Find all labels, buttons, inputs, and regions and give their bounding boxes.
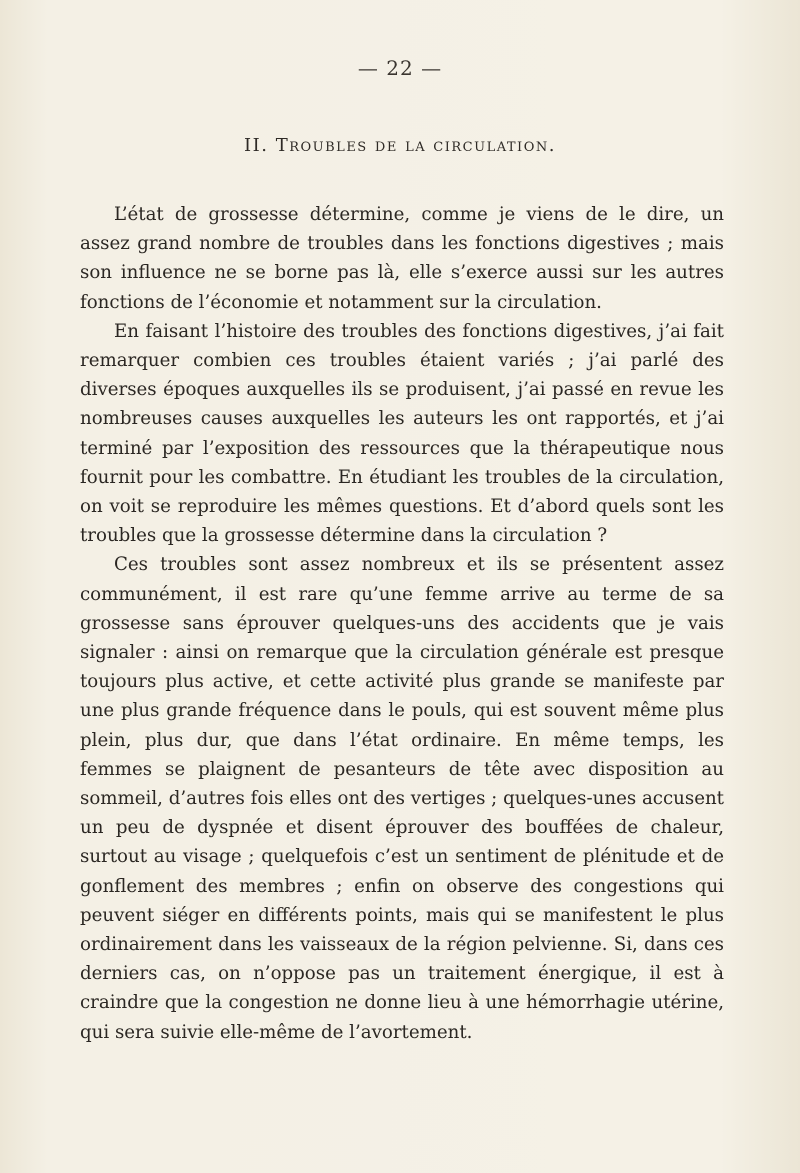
page-number: — 22 — <box>357 56 443 80</box>
paragraph-1: L’état de grossesse détermine, comme je viens de le dire, un assez grand nombre de troubles dans les fonctions digestives ; mais son influence ne se borne pas là, elle s’exerce aussi sur les autres fonctions de l’économie et notamment sur la circulation. <box>80 204 724 313</box>
paragraph-3: Ces troubles sont assez nombreux et ils se présentent assez communément, il est rare qu’une femme arrive au terme de sa grossesse sans éprouver quelques-uns des accidents que je vais signaler : ainsi on remarque que la circulation générale est presque toujours plus active, et cette activité plus grande se manifeste par une plus grande fréquence dans le pouls, qui est souvent même plus plein, plus dur, que dans l’état ordinaire. En même temps, les femmes se plaignent de pesanteurs de tête avec disposition au sommeil, d’autres fois elles ont des vertiges ; quelques-unes accusent un peu de dyspnée et disent éprouver des bouffées de chaleur, surtout au visage ; quelquefois c’est un sentiment de plénitude et de gonflement des membres ; enfin on observe des congestions qui peuvent siéger en différents points, mais qui se manifestent le plus ordinairement dans les vaisseaux de la région pelvienne. Si, dans ces derniers cas, on n’oppose pas un traitement énergique, il est à craindre que la congestion ne donne lieu à une hémorrhagie utérine, qui sera suivie elle-même de l’avortement. <box>80 554 724 1043</box>
paragraph-2: En faisant l’histoire des troubles des fonctions digestives, j’ai fait remarquer combien ces troubles étaient variés ; j’ai parlé des diverses époques auxquelles ils se produisent, j’ai passé en revue les nombreuses causes auxquelles les auteurs les ont rapportés, et j’ai terminé par l’exposition des ressources que la thérapeutique nous fournit pour les combattre. En étudiant les troubles de la circulation, on voit se reproduire les mêmes questions. Et d’abord quels sont les troubles que la grossesse détermine dans la circulation ? <box>80 320 724 547</box>
section-heading <box>0 135 800 156</box>
body-text <box>80 200 724 1047</box>
section-number: II. <box>244 135 269 156</box>
section-title-text: Troubles de la circulation. <box>275 135 556 156</box>
